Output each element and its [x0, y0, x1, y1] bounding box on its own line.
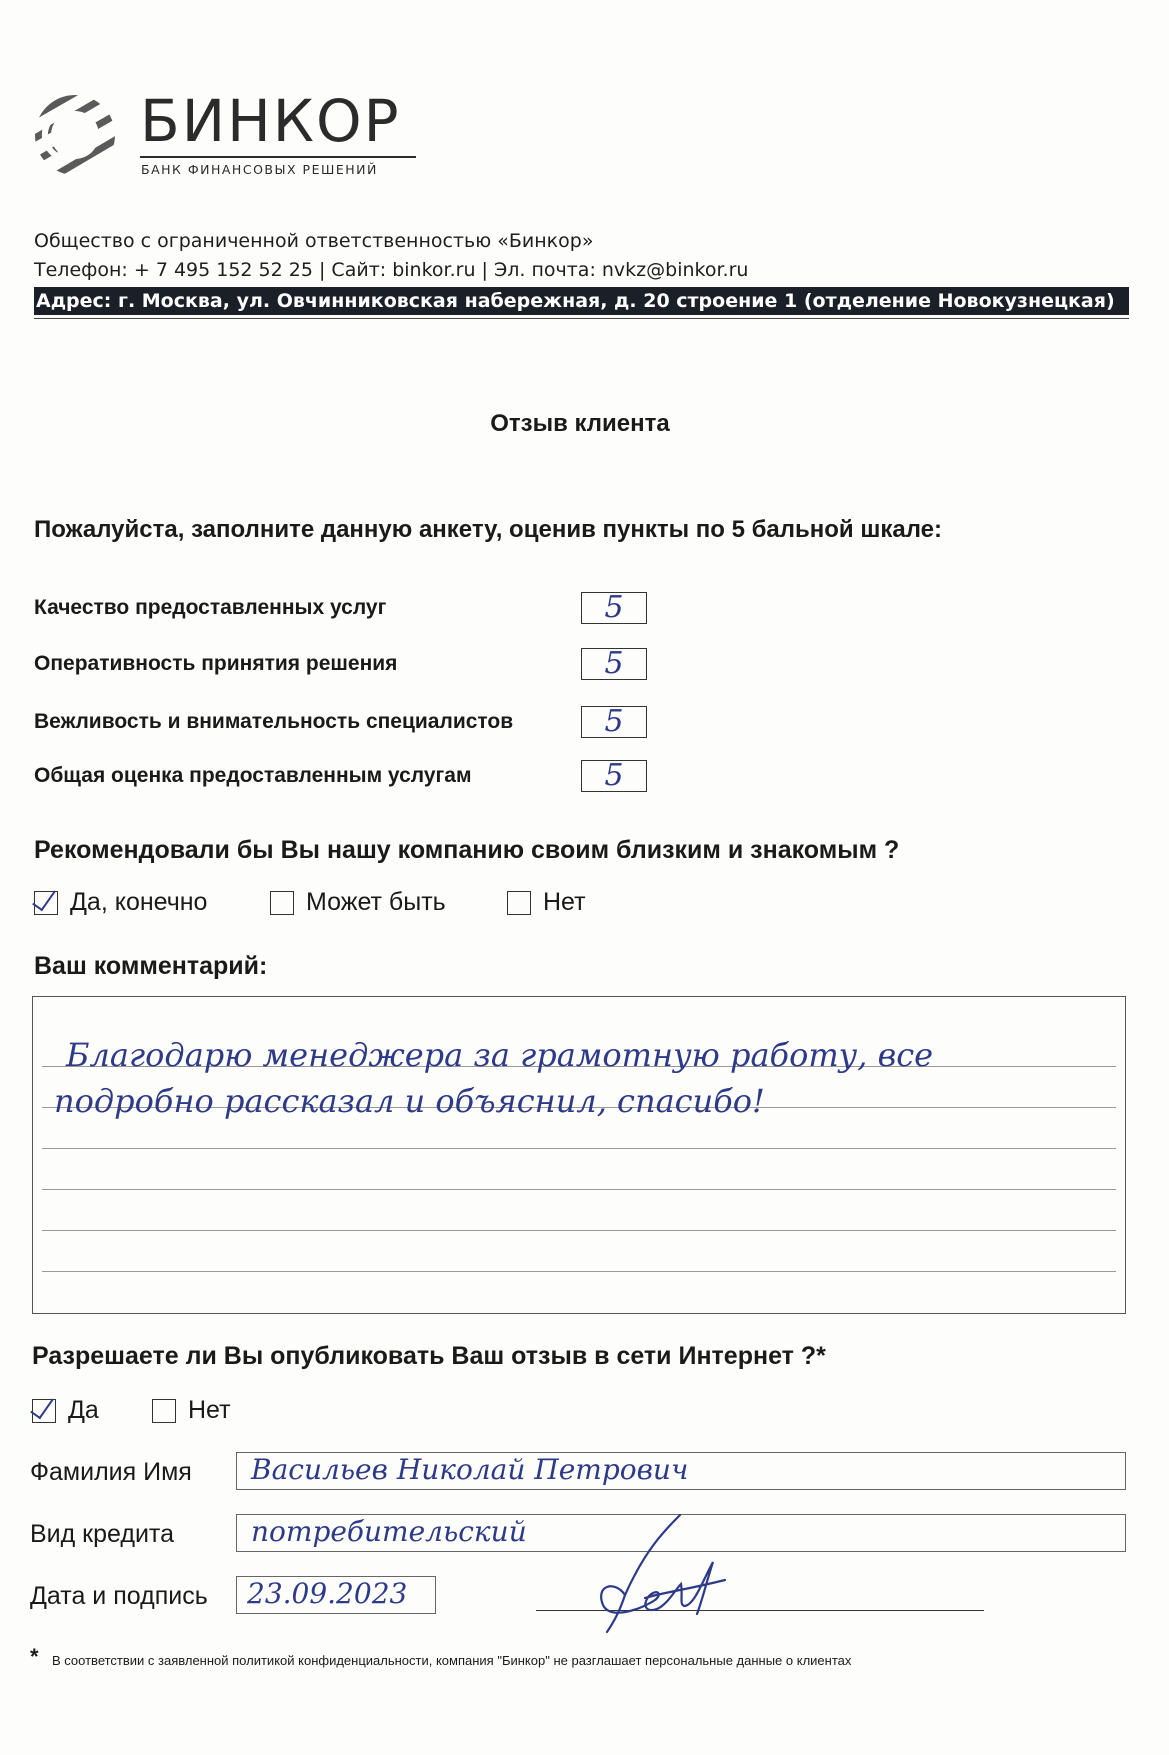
- checkbox-checked-icon[interactable]: [34, 891, 58, 915]
- checkbox-icon[interactable]: [507, 891, 531, 915]
- rating-label-politeness: Вежливость и внимательность специалистов: [34, 710, 514, 733]
- checkbox-icon[interactable]: [270, 891, 294, 915]
- header-divider: [34, 318, 1129, 319]
- option-label: Нет: [188, 1396, 231, 1424]
- publish-option-no[interactable]: [152, 1396, 231, 1425]
- credit-value: потребительский: [251, 1515, 527, 1548]
- rating-score-speed[interactable]: 5: [581, 648, 647, 680]
- comment-text-line-1: Благодарю менеджера за грамотную работу, все: [66, 1036, 934, 1074]
- option-label: Может быть: [306, 888, 446, 916]
- recommend-question: Рекомендовали бы Вы нашу компанию своим близким и знакомым ?: [34, 836, 900, 864]
- recommend-option-yes[interactable]: [34, 888, 207, 917]
- footnote: В соответствии с заявленной политикой конфиденциальности, компания "Бинкор" не разглашает персональные данные о клиентах: [52, 1653, 852, 1668]
- rating-score-quality[interactable]: 5: [581, 592, 647, 624]
- company-name: Общество с ограниченной ответственностью «Бинкор»: [34, 230, 594, 252]
- checkbox-icon[interactable]: [152, 1399, 176, 1423]
- rating-score-politeness[interactable]: 5: [581, 706, 647, 738]
- brand-divider: [140, 156, 416, 158]
- form-title: Отзыв клиента: [490, 410, 670, 437]
- comment-rule: [42, 1148, 1116, 1149]
- checkbox-checked-icon[interactable]: [32, 1399, 56, 1423]
- comment-text-line-2: подробно рассказал и объяснил, спасибо!: [54, 1082, 765, 1120]
- name-value: Васильев Николай Петрович: [251, 1453, 689, 1486]
- rating-score-overall[interactable]: 5: [581, 760, 647, 792]
- logo-mark: [34, 92, 116, 178]
- comment-rule: [42, 1189, 1116, 1190]
- rating-label-overall: Общая оценка предоставленным услугам: [34, 764, 472, 787]
- publish-option-yes[interactable]: [32, 1396, 99, 1425]
- option-label: Да: [68, 1396, 99, 1424]
- name-field[interactable]: [236, 1452, 1126, 1490]
- date-label: Дата и подпись: [30, 1582, 208, 1610]
- form-instruction: Пожалуйста, заполните данную анкету, оценив пункты по 5 бальной шкале:: [34, 516, 942, 543]
- address-bar: Адрес: г. Москва, ул. Овчинниковская набережная, д. 20 строение 1 (отделение Новокузнецкая): [34, 287, 1129, 315]
- rating-label-speed: Оперативность принятия решения: [34, 652, 398, 675]
- footnote-mark: *: [30, 1644, 39, 1669]
- brand-tagline: БАНК ФИНАНСОВЫХ РЕШЕНИЙ: [141, 162, 378, 177]
- recommend-option-no[interactable]: [507, 888, 586, 917]
- brand-name: БИНКОР: [140, 87, 401, 155]
- publish-question: Разрешаете ли Вы опубликовать Ваш отзыв в сети Интернет ?*: [32, 1342, 826, 1370]
- name-label: Фамилия Имя: [30, 1458, 192, 1486]
- signature-icon: [585, 1510, 735, 1640]
- comment-label: Ваш комментарий:: [34, 952, 268, 980]
- option-label: Да, конечно: [70, 888, 208, 916]
- date-value: 23.09.2023: [247, 1577, 408, 1610]
- date-field[interactable]: [236, 1576, 436, 1614]
- rating-label-quality: Качество предоставленных услуг: [34, 596, 387, 619]
- company-contacts: Телефон: + 7 495 152 52 25 | Сайт: binkor.ru | Эл. почта: nvkz@binkor.ru: [34, 259, 749, 281]
- recommend-option-maybe[interactable]: [270, 888, 446, 917]
- comment-rule: [42, 1271, 1116, 1272]
- credit-label: Вид кредита: [30, 1520, 174, 1548]
- option-label: Нет: [543, 888, 586, 916]
- comment-rule: [42, 1230, 1116, 1231]
